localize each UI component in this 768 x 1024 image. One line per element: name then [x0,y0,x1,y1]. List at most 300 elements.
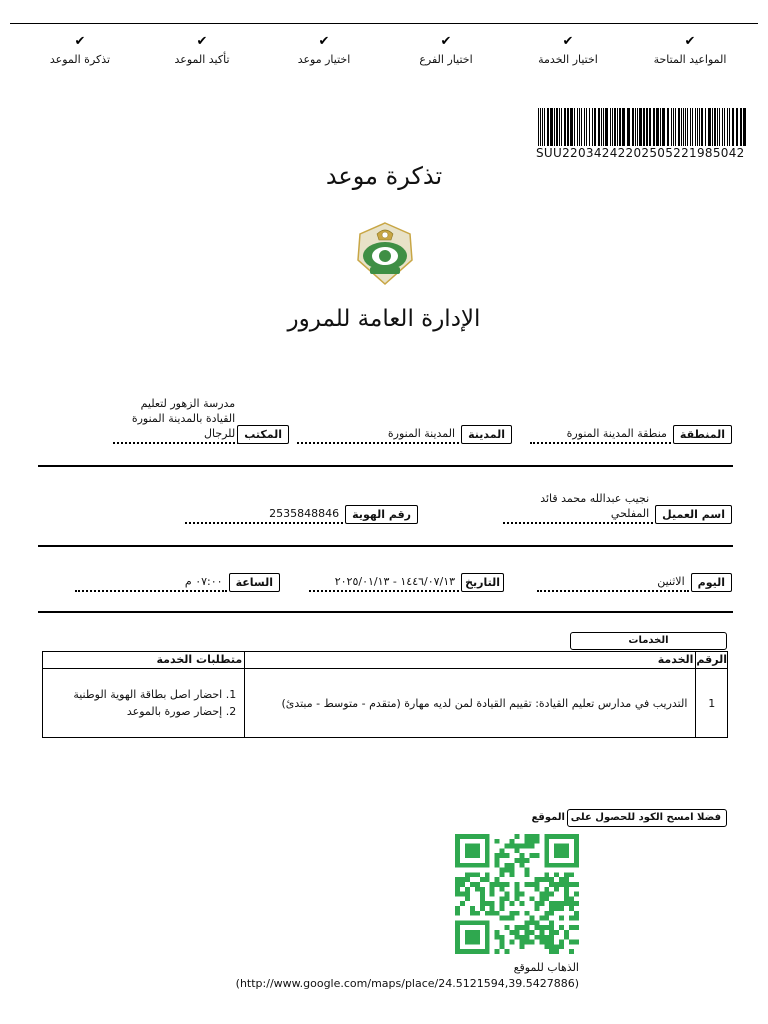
barcode-bar [690,108,691,146]
col-header-requirements: متطلبات الخدمة [43,652,245,669]
city-label: المدينة [461,425,512,444]
qr-module [470,906,475,911]
qr-module [544,877,549,882]
barcode-bar [662,108,665,146]
barcode-bar [637,108,638,146]
scan-instruction-label: فضلا امسح الكود للحصول على [567,809,727,827]
qr-module [455,935,460,940]
qr-module [559,882,564,887]
qr-module [460,901,465,906]
barcode-bar [675,108,676,146]
qr-module [495,911,500,916]
qr-module [475,940,480,945]
qr-module [554,887,559,892]
barcode-bar [554,108,555,146]
office-field [113,392,289,444]
qr-module [574,839,579,844]
qr-module [485,940,490,945]
qr-module [485,877,490,882]
barcode-bar [544,108,545,146]
qr-module [539,892,544,897]
qr-module [470,882,475,887]
office-value-line: للرجال [203,427,236,440]
barcode-bar [705,108,706,146]
qr-module [569,863,574,868]
qr-module [564,877,569,882]
qr-module [544,935,549,940]
barcode-bar [692,108,693,146]
qr-module [554,844,559,849]
barcode-bar [712,108,713,146]
qr-module [480,920,485,925]
barcode-bar [673,108,674,146]
qr-module [549,882,554,887]
barcode-bar [727,108,728,146]
qr-module [470,848,475,853]
qr-module [500,872,505,877]
qr-module [500,896,505,901]
step-choose-service [508,34,628,74]
qr-module [505,916,510,921]
barcode-bar [681,108,682,146]
qr-module [544,858,549,863]
qr-module [510,863,515,868]
scan-instruction [528,809,727,827]
qr-module [554,930,559,935]
services-section-label: الخدمات [570,632,727,650]
barcode-bar [671,108,672,146]
barcode-bar [567,108,569,146]
time-label: الساعة [229,573,280,592]
qr-module [465,892,470,897]
qr-module [505,853,510,858]
qr-module [510,916,515,921]
barcode-bar [697,108,698,146]
qr-module [475,930,480,935]
client-name-line: نجيب عبدالله محمد قائد [540,492,650,505]
barcode-bar [660,108,661,146]
client-name-line: المفلحي [610,507,650,520]
qr-module [495,839,500,844]
qr-module [455,940,460,945]
step-label: اختيار الخدمة [538,53,598,66]
qr-module [510,930,515,935]
office-value-line: مدرسة الزهور لتعليم [140,397,236,410]
barcode-bar [699,108,700,146]
national-id-value: 2535848846 [185,506,343,524]
qr-module [564,834,569,839]
qr-module [559,844,564,849]
qr-module [485,853,490,858]
qr-module [480,949,485,954]
step-choose-appointment [264,34,384,74]
qr-module [505,949,510,954]
qr-module [529,930,534,935]
qr-module [475,911,480,916]
qr-module [510,940,515,945]
barcode-bar [639,108,642,146]
qr-module [544,853,549,858]
qr-module [465,940,470,945]
barcode-bar [646,108,648,146]
qr-module [480,901,485,906]
service-name: التدريب في مدارس تعليم القيادة: تقييم القيادة لمن لديه مهارة (متقدم - متوسط - مبتدئ) [245,669,696,738]
qr-module [500,901,505,906]
qr-module [505,868,510,873]
list-item: 2. إحضار صورة بالموعد [126,705,237,718]
qr-module [549,892,554,897]
barcode-bar [683,108,684,146]
qr-module [549,863,554,868]
qr-module [549,906,554,911]
qr-module [455,848,460,853]
qr-module [554,863,559,868]
qr-module [465,930,470,935]
qr-module [485,834,490,839]
qr-module [534,853,539,858]
qr-module [465,920,470,925]
qr-module [500,935,505,940]
qr-module [524,930,529,935]
qr-module [500,868,505,873]
qr-module [465,896,470,901]
traffic-department-emblem-icon [350,220,420,288]
step-label: اختيار الفرع [419,53,473,66]
qr-module [549,877,554,882]
qr-module [455,882,460,887]
qr-module [539,877,544,882]
qr-module [519,944,524,949]
qr-module [495,882,500,887]
barcode-bar [701,108,703,146]
qr-module [564,896,569,901]
barcode-bar [617,108,618,146]
qr-module [524,868,529,873]
qr-module [480,896,485,901]
qr-module [465,887,470,892]
qr-module [544,834,549,839]
qr-module [519,858,524,863]
qr-module [574,882,579,887]
qr-module [529,853,534,858]
qr-module [510,839,515,844]
qr-module [470,853,475,858]
qr-module [465,844,470,849]
section-divider [38,545,733,547]
qr-module [475,872,480,877]
qr-module [569,949,574,954]
barcode-bar [540,108,541,146]
qr-module [500,940,505,945]
qr-module [539,901,544,906]
barcode-bar [687,108,688,146]
service-num: 1 [696,669,728,738]
qr-module [524,839,529,844]
qr-module [559,925,564,930]
barcode-bar [586,108,587,146]
qr-module [490,892,495,897]
barcode-bar [649,108,651,146]
organization-name: الإدارة العامة للمرور [287,306,481,332]
qr-module [475,920,480,925]
barcode-bar [570,108,573,146]
qr-module [490,901,495,906]
qr-module [564,930,569,935]
qr-module [480,834,485,839]
barcode-bar [612,108,613,146]
qr-module [519,940,524,945]
qr-module [534,882,539,887]
qr-module [549,834,554,839]
date-field [308,568,504,592]
qr-module [549,935,554,940]
barcode-number: SUU22034242202505221985042 [536,146,745,160]
qr-module [544,940,549,945]
map-link[interactable]: (http://www.google.com/maps/place/24.5121594,39.5427886) [235,977,579,990]
check-icon: ✔ [196,34,208,49]
top-rule [10,23,758,24]
qr-module [485,872,490,877]
qr-module [544,863,549,868]
qr-module [480,906,485,911]
qr-module [490,911,495,916]
qr-module [559,906,564,911]
qr-module [574,834,579,839]
qr-module [539,925,544,930]
qr-module [515,834,520,839]
qr-module [524,940,529,945]
check-icon: ✔ [562,34,574,49]
barcode-bar [729,108,730,146]
qr-module [455,906,460,911]
barcode-bar [592,108,593,146]
qr-module [470,949,475,954]
qr-module [544,872,549,877]
qr-module [569,834,574,839]
qr-module [574,844,579,849]
qr-module [534,925,539,930]
qr-module [544,911,549,916]
qr-module [475,848,480,853]
ticket-title: تذكرة موعد [325,162,443,190]
qr-module [534,877,539,882]
barcode-bar [564,108,566,146]
barcode-bar [643,108,645,146]
qr-module [475,834,480,839]
qr-module [534,935,539,940]
qr-module [510,872,515,877]
qr-module [554,882,559,887]
barcode-bar [678,108,680,146]
qr-module [455,949,460,954]
qr-module [559,877,564,882]
qr-module [465,949,470,954]
qr-module [455,887,460,892]
barcode-bar [559,108,560,146]
progress-steps [20,34,750,74]
national-id-label: رقم الهوية [345,505,418,524]
qr-module [574,858,579,863]
qr-module [544,844,549,849]
qr-module [485,944,490,949]
qr-module [515,858,520,863]
qr-module [500,916,505,921]
qr-module [519,925,524,930]
qr-module [460,920,465,925]
qr-module [554,872,559,877]
barcode-bar [717,108,718,146]
qr-module [495,853,500,858]
qr-module [500,882,505,887]
qr-module [554,853,559,858]
qr-module [475,853,480,858]
table-row [43,669,728,738]
table-header-row [43,652,728,669]
qr-module [564,863,569,868]
qr-module [564,872,569,877]
qr-module [524,920,529,925]
qr-module [480,892,485,897]
service-requirements [43,669,245,738]
barcode-bar [547,108,549,146]
qr-module [554,949,559,954]
qr-module [485,863,490,868]
qr-module [515,935,520,940]
qr-module [559,940,564,945]
barcode-bar [589,108,590,146]
qr-module [564,853,569,858]
qr-module [544,848,549,853]
qr-module [470,872,475,877]
qr-module [465,834,470,839]
qr-module [500,887,505,892]
barcode-bar [708,108,711,146]
qr-module [475,935,480,940]
qr-module [515,882,520,887]
barcode-bar [667,108,669,146]
barcode-bar [561,108,562,146]
qr-module [554,848,559,853]
qr-module [455,844,460,849]
qr-module [559,901,564,906]
qr-module [490,887,495,892]
qr-module [554,901,559,906]
qr-module [515,925,520,930]
step-choose-branch [386,34,506,74]
barcode-bar [619,108,621,146]
barcode-bar [653,108,655,146]
qr-module [529,940,534,945]
qr-module [475,949,480,954]
qr-module [529,896,534,901]
qr-module [505,863,510,868]
barcode-bar [610,108,611,146]
qr-module [569,940,574,945]
qr-module [554,944,559,949]
qr-module [554,834,559,839]
qr-module [475,887,480,892]
qr-module [470,834,475,839]
barcode-bar [722,108,723,146]
qr-module [460,949,465,954]
region-field [530,392,732,444]
step-confirm-appointment [142,34,262,74]
qr-module [470,920,475,925]
barcode-bar [736,108,738,146]
qr-module [574,916,579,921]
qr-module [564,887,569,892]
qr-module [455,925,460,930]
qr-module [460,892,465,897]
location-qr-code-icon[interactable] [455,834,579,954]
qr-module [534,920,539,925]
qr-module [460,882,465,887]
qr-module [559,834,564,839]
qr-module [485,901,490,906]
qr-module [510,901,515,906]
qr-module [529,916,534,921]
qr-module [470,935,475,940]
qr-module [539,935,544,940]
qr-module [500,944,505,949]
barcode-bar [581,108,582,146]
qr-module [470,844,475,849]
qr-module [529,839,534,844]
qr-module [544,892,549,897]
qr-module [510,868,515,873]
scan-instruction-suffix: الموقع [531,812,565,823]
qr-module [559,853,564,858]
office-value [113,396,239,444]
qr-module [455,853,460,858]
barcode-bar [656,108,659,146]
qr-module [519,935,524,940]
qr-module [539,930,544,935]
qr-module [569,872,574,877]
qr-module [524,935,529,940]
qr-module [500,853,505,858]
qr-module [559,863,564,868]
qr-module [554,906,559,911]
schedule-row [38,568,732,592]
qr-module [549,911,554,916]
barcode-bar [743,108,746,146]
qr-module [524,834,529,839]
qr-module [505,844,510,849]
qr-module [534,834,539,839]
qr-module [485,949,490,954]
qr-module [460,877,465,882]
qr-module [485,911,490,916]
qr-module [485,925,490,930]
qr-module [495,877,500,882]
qr-module [574,911,579,916]
barcode-bar [632,108,634,146]
qr-module [524,911,529,916]
step-label: اختيار موعد [297,53,351,66]
qr-module [524,844,529,849]
qr-module [465,935,470,940]
qr-module [539,940,544,945]
qr-module [455,920,460,925]
barcode-bar [714,108,716,146]
qr-module [539,896,544,901]
qr-module [455,858,460,863]
qr-module [564,848,569,853]
col-header-num: الرقم [696,652,728,669]
qr-module [519,892,524,897]
check-icon: ✔ [684,34,696,49]
